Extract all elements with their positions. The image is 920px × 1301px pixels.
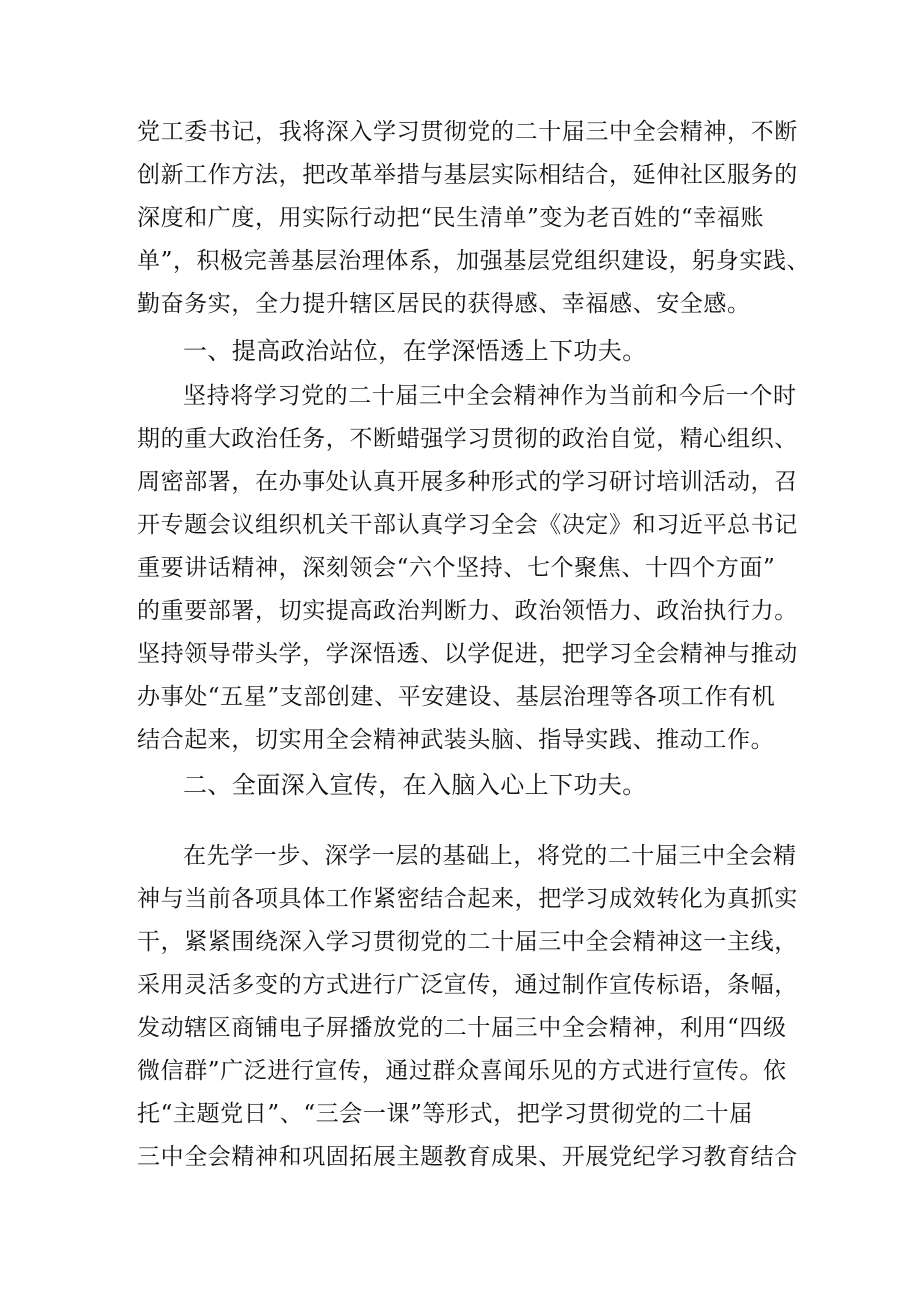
- section2-line-6: [0, 1051, 920, 1091]
- text-line: 的重要部署，切实提高政治判断力、政治领悟力、政治执行力。: [137, 598, 798, 624]
- intro-line-2: [0, 155, 920, 195]
- section2-line-3: [0, 922, 920, 962]
- text-line: 采用灵活多变的方式进行广泛宣传，通过制作宣传标语，条幅，: [137, 972, 798, 998]
- text-line: 党工委书记，我将深入学习贯彻党的二十届三中全会精神，不断: [137, 119, 798, 145]
- text-line: 深度和广度，用实际行动把“民生清单”变为老百姓的“幸福账: [137, 205, 765, 231]
- section1-line-3: [0, 462, 920, 502]
- section1-line-6: [0, 591, 920, 631]
- intro-line-1: [0, 112, 920, 152]
- text-line: 开专题会议组织机关干部认真学习全会《决定》和习近平总书记: [137, 512, 798, 538]
- text-line: 发动辖区商铺电子屏播放党的二十届三中全会精神，利用“四级: [137, 1015, 787, 1041]
- section2-line-2: [0, 879, 920, 919]
- section1-line-5: [0, 548, 920, 588]
- section2-line-4: [0, 965, 920, 1005]
- intro-line-3: [0, 198, 920, 238]
- section2-line-1: [0, 836, 920, 876]
- section2-line-8: [0, 1137, 920, 1177]
- text-line: 微信群”广泛进行宣传，通过群众喜闻乐见的方式进行宣传。依: [137, 1058, 787, 1084]
- text-line: 勤奋务实，全力提升辖区居民的获得感、幸福感、安全感。: [137, 291, 751, 317]
- section2-line-5: [0, 1008, 920, 1048]
- section-heading-1: [0, 331, 920, 371]
- section1-line-4: [0, 505, 920, 545]
- section-heading-2: [0, 765, 920, 805]
- text-line: 托“主题党日”、“三会一课”等形式，把学习贯彻党的二十届: [137, 1101, 753, 1127]
- heading-text: 一、提高政治站位，在学深悟透上下功夫。: [183, 337, 647, 365]
- text-line: 神与当前各项具体工作紧密结合起来，把学习成效转化为真抓实: [137, 886, 798, 912]
- text-line: 创新工作方法，把改革举措与基层实际相结合，延伸社区服务的: [137, 162, 798, 188]
- text-line: 结合起来，切实用全会精神武装头脑、指导实践、推动工作。: [137, 727, 775, 753]
- section2-line-7: [0, 1094, 920, 1134]
- text-line: 周密部署，在办事处认真开展多种形式的学习研讨培训活动，召: [137, 469, 798, 495]
- text-line: 坚持领导带头学，学深悟透、以学促进，把学习全会精神与推动: [137, 641, 798, 667]
- text-line: 重要讲话精神，深刻领会“六个坚持、七个聚焦、十四个方面”: [137, 555, 776, 581]
- section1-line-7: [0, 634, 920, 674]
- text-line: 单”，积极完善基层治理体系，加强基层党组织建设，躬身实践、: [137, 248, 811, 274]
- section1-line-9: [0, 720, 920, 760]
- heading-text: 二、全面深入宣传，在入脑入心上下功夫。: [183, 771, 647, 799]
- section1-line-1: [0, 376, 920, 416]
- text-line: 干，紧紧围绕深入学习贯彻党的二十届三中全会精神这一主线，: [137, 929, 798, 955]
- intro-line-4: [0, 241, 920, 281]
- text-line: 坚持将学习党的二十届三中全会精神作为当前和今后一个时: [183, 383, 797, 409]
- section1-line-8: [0, 677, 920, 717]
- text-line: 三中全会精神和巩固拓展主题教育成果、开展党纪学习教育结合: [137, 1144, 798, 1170]
- text-line: 办事处“五星”支部创建、平安建设、基层治理等各项工作有机: [137, 684, 776, 710]
- text-line: 期的重大政治任务，不断蜡强学习贯彻的政治自觉，精心组织、: [137, 426, 798, 452]
- text-line: 在先学一步、深学一层的基础上，将党的二十届三中全会精: [183, 843, 797, 869]
- section1-line-2: [0, 419, 920, 459]
- intro-line-5: [0, 284, 920, 324]
